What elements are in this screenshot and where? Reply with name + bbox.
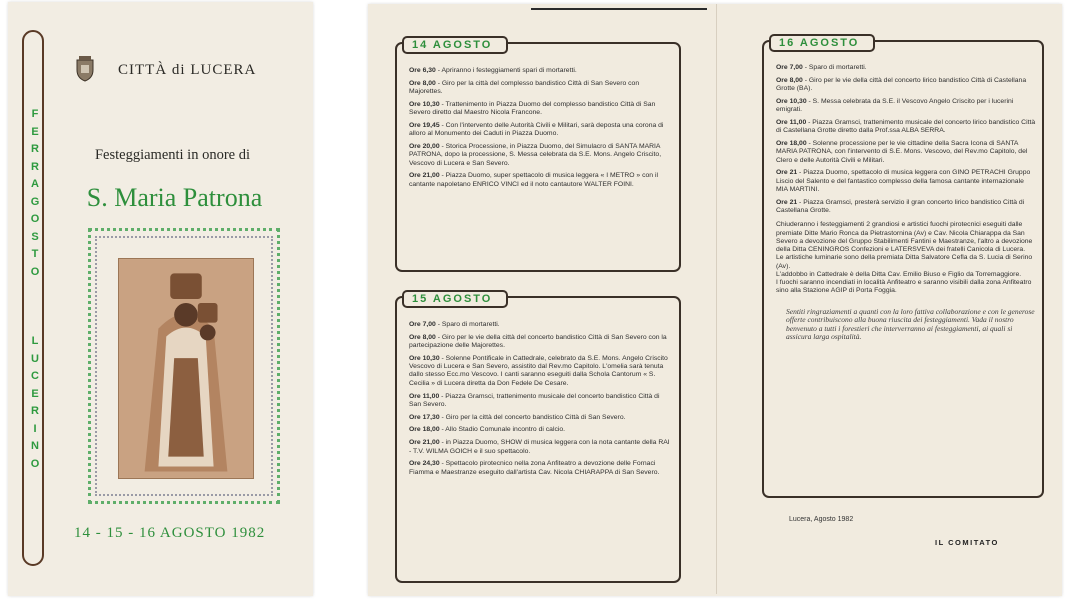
program-entry (409, 334, 673, 351)
entry-text: - Trattenimento in Piazza Duomo del complesso bandistico Città di San Severo diretto dal Maestro Nicola Francone. (409, 100, 656, 117)
vertical-letter: O (30, 213, 40, 225)
program-entry (776, 77, 1036, 94)
program-entry (409, 321, 673, 329)
entry-text: - Piazza Gramsci, presterà servizio il gran concerto lirico bandistico Città di Castellana Grotte. (776, 198, 1025, 215)
entry-time: Ore 19,45 (409, 122, 440, 130)
program-entry (776, 119, 1036, 136)
cover-dates: 14 - 15 - 16 AGOSTO 1982 (74, 525, 266, 541)
entry-time: Ore 7,00 (776, 64, 803, 71)
entry-text: - in Piazza Duomo, SHOW di musica leggera con la nota cantante della RAI - T.V. WILMA GOICH e il suo spettacolo. (409, 439, 670, 455)
vertical-letter: E (31, 387, 39, 400)
vertical-letter: N (31, 440, 39, 452)
entry-text: - Piazza Gramsci, trattenimento musicale del concerto bandistico Città di San Severo. (409, 392, 660, 408)
program-list (409, 67, 673, 194)
entry-text: - Sparo di mortaretti. (435, 321, 500, 328)
program-entry (409, 143, 673, 168)
entry-text: - Giro per le vie della città del concerto bandistico Città di San Severo con la partecipazione delle Majorettes. (409, 333, 667, 350)
program-entry (776, 199, 1036, 216)
entry-text: - Giro per le vie della città del concerto lirico bandistico Città di Castellana Grotte (BA). (776, 76, 1027, 93)
day-heading: 16 AGOSTO (769, 34, 875, 52)
day-box-16 (762, 37, 1044, 498)
entry-text: - Apriranno i festeggiamenti spari di mortaretti. (435, 67, 577, 74)
entry-time: Ore 6,30 (409, 67, 436, 74)
entry-text: - Solenne processione per le vie cittadine della Sacra Icona di SANTA MARIA PATRONA, con l'intervento di S.E. Mons. Vescovo, del Rev.mo Capitolo, del Clero e delle Autorità Civili e Militari. (776, 140, 1028, 164)
entry-time: Ore 10,30 (409, 100, 440, 108)
entry-text: - Piazza Duomo, super spettacolo di musica leggera « I METRO » con il cantante napoletano ENRICO VINCI ed il noto cantautore WALTER FOINI. (409, 172, 658, 188)
entry-time: Ore 24,30 (409, 460, 440, 468)
program-entry (409, 426, 673, 434)
place-date: Lucera, Agosto 1982 (789, 516, 854, 523)
day-box-15 (395, 293, 681, 583)
fold-line (716, 4, 717, 594)
entry-text: - Piazza Gramsci, trattenimento musicale del concerto lirico bandistico Città di Castellana Grotte diretto dalla Prof.ssa ALBA SERRA. (776, 119, 1036, 135)
entry-text: - Storica Processione, in Piazza Duomo, del Simulacro di SANTA MARIA PATRONA, dopo la processione, S. Messa celebrata da S.E. Mons. Angelo Criscito, Vescovo di Lucera e San Severo. (409, 143, 662, 167)
entry-time: Ore 18,00 (409, 426, 440, 434)
entry-time: Ore 18,00 (776, 140, 807, 148)
vertical-letter: F (31, 108, 39, 120)
program-entry (409, 101, 673, 118)
entry-time: Ore 7,00 (409, 321, 436, 328)
vertical-letter: R (31, 160, 39, 173)
vertical-word-lucerino (28, 333, 42, 473)
program-entry (409, 67, 673, 75)
entry-time: Ore 21,00 (409, 172, 440, 180)
entry-text: - Giro per la città del concerto bandistico Città di San Severo. (439, 413, 626, 421)
program-list (776, 64, 1036, 342)
entry-text: - Giro per la città del complesso bandistico Città di San Severo con Majorettes. (409, 79, 640, 96)
program-entry (776, 98, 1036, 115)
entry-text: - Allo Stadio Comunale incontro di calcio. (439, 426, 566, 434)
program-entry (409, 80, 673, 97)
entry-time: Ore 10,30 (409, 354, 440, 362)
program-entry (776, 64, 1036, 72)
vertical-letter: A (31, 178, 39, 190)
city-crest-icon (75, 56, 95, 82)
program-entry (409, 355, 673, 388)
day-box-14 (395, 39, 681, 272)
vertical-letter: O (30, 457, 40, 470)
vertical-letter: U (31, 352, 39, 365)
entry-time: Ore 8,00 (409, 333, 436, 341)
entry-time: Ore 21 (776, 169, 798, 177)
city-name: CITTÀ di LUCERA (118, 62, 257, 78)
entry-time: Ore 17,30 (409, 413, 440, 421)
program-entry (409, 172, 673, 189)
program-entry (409, 122, 673, 139)
vertical-letter: E (31, 125, 39, 138)
vertical-letter: C (31, 370, 39, 382)
entry-text: - Spettacolo pirotecnico nella zona Anfiteatro a devozione delle Fornaci Fiamma e Maestranze eseguito dall'artista Cav. Nicola CHIARAPPA di San Severo. (409, 460, 660, 476)
fireworks-notes (776, 221, 1036, 295)
entry-time: Ore 21,00 (409, 439, 440, 447)
entry-text: - Con l'intervento delle Autorità Civili e Militari, sarà deposta una corona di alloro al Monumento dei Caduti in Piazza Duomo. (409, 122, 664, 138)
entry-text: - Sparo di mortaretti. (802, 64, 867, 71)
cover-title: S. Maria Patrona (86, 183, 263, 212)
entry-time: Ore 8,00 (776, 76, 803, 84)
entry-time: Ore 10,30 (776, 97, 807, 105)
vertical-letter: T (31, 248, 39, 260)
vertical-letter: R (31, 405, 39, 417)
vertical-letter: R (31, 143, 39, 155)
entry-text: - Solenne Pontificale in Cattedrale, celebrato da S.E. Mons. Angelo Criscito Vescovo di Lucera e San Severo, assistito dal Rev.mo Capitolo. L'omelia sarà tenuta dallo stesso Ecc.mo Vescovo. I canti saranno eseguiti dalla Schola Cantorum « S. Cecilia » di Lucera diretta da Don Fedele De Cesare. (409, 354, 668, 387)
vertical-letter: G (30, 195, 40, 208)
cover-subtitle: Festeggiamenti in onore di (94, 147, 251, 163)
closing-line: L'addobbo in Cattedrale è della Ditta Cav. Emilio Biuso e Figlio da Torremaggiore. (776, 270, 1022, 278)
committee-signature: IL COMITATO (935, 538, 999, 547)
program-entry (409, 414, 673, 422)
vertical-letter: O (30, 265, 40, 278)
madonna-image (118, 258, 254, 479)
day-heading: 14 AGOSTO (402, 36, 508, 54)
entry-time: Ore 20,00 (409, 143, 440, 151)
vertical-letter: I (33, 422, 37, 435)
day-heading: 15 AGOSTO (402, 290, 508, 308)
program-entry (409, 393, 673, 410)
program-entry (409, 439, 673, 456)
entry-text: - Piazza Duomo, spettacolo di musica leggera con GINO PETRACHI Gruppo Liscio del Salento e del fantastico complesso della famosa cantante internazionale MIA MARTINI. (776, 169, 1031, 193)
entry-time: Ore 21 (776, 198, 798, 206)
top-rule (531, 8, 707, 10)
vertical-letter: L (31, 335, 39, 347)
vertical-letter: S (31, 230, 39, 243)
entry-time: Ore 8,00 (409, 79, 436, 87)
closing-line: I fuochi saranno incendiati in località Anfiteatro e saranno visibili dalla zona Anfiteatro sino alla Stazione AGIP di Porta Foggia. (776, 279, 1032, 295)
program-entry (776, 169, 1036, 194)
entry-time: Ore 11,00 (776, 119, 807, 127)
program-list (409, 321, 673, 482)
closing-line: Chiuderanno i festeggiamenti 2 grandiosi e artistici fuochi pirotecnici eseguiti dalle premiate Ditte Mario Ronca da Pietrastornina (Av) e Cav. Nicola Chiarappa da San Severo a devozione del Gruppo Stabilimenti Fantini e Maestranze, l'altro a devozione della Ditta CENINGROS Confezioni e LATERSVEVA dei fratelli Canicola di Lucera. (776, 221, 1033, 254)
entry-text: - S. Messa celebrata da S.E. il Vescovo Angelo Criscito per i lucerini emigrati. (776, 97, 1014, 114)
closing-line: Le artistiche luminarie sono della premiata Ditta Salvatore Cefla da S. Lucia di Serino (Av). (776, 254, 1033, 270)
entry-time: Ore 11,00 (409, 392, 440, 400)
thanks-note: Sentiti ringraziamenti a quanti con la loro fattiva collaborazione e con le generose offerte contribuiscono alla buona riuscita dei festeggiamenti. Vada il nostro benvenuto a tutti i forestieri che interverranno ai festeggiamenti, ai quali si assicura larga ospitalità. (786, 306, 1035, 342)
program-entry (409, 460, 673, 477)
program-entry (776, 140, 1036, 165)
